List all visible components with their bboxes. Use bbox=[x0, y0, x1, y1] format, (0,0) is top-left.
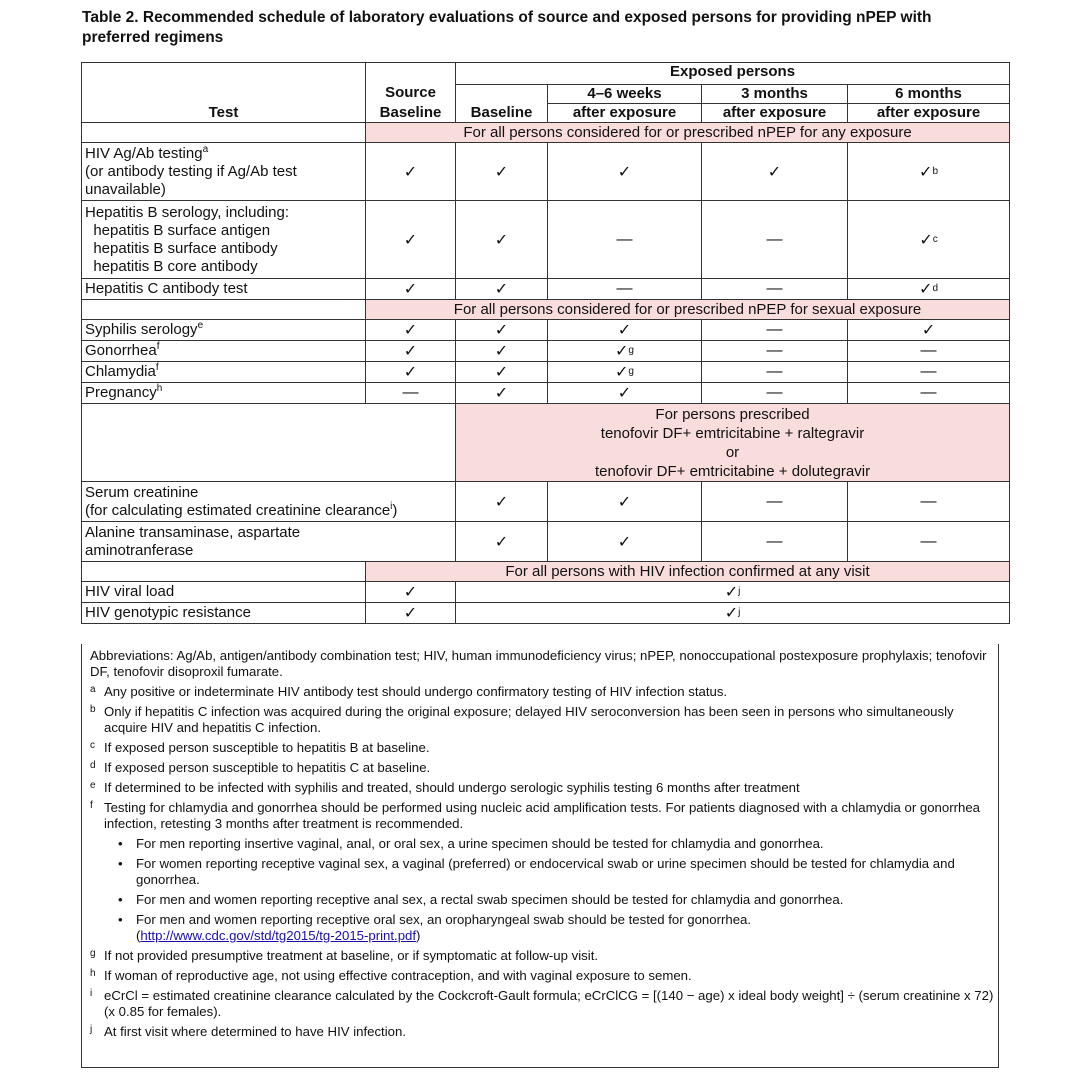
check-mark: ✓ bbox=[456, 279, 548, 300]
band-regimen: For persons prescribed tenofovir DF+ emtricitabine + raltegravir or tenofovir DF+ emtricitabine + dolutegravir bbox=[456, 404, 1010, 482]
dash-mark: — bbox=[548, 279, 702, 300]
dash-mark: — bbox=[702, 279, 848, 300]
m3-header-line2: after exposure bbox=[702, 104, 848, 123]
exposed-baseline-header: Baseline bbox=[456, 85, 548, 123]
dash-mark: — bbox=[848, 522, 1010, 562]
lab-schedule-table bbox=[81, 62, 1010, 624]
exposed-persons-header: Exposed persons bbox=[456, 63, 1010, 85]
wk46-header-line2: after exposure bbox=[548, 104, 702, 123]
check-mark: ✓ bbox=[548, 522, 702, 562]
check-mark: ✓ bbox=[456, 522, 548, 562]
wk46-header-line1: 4–6 weeks bbox=[548, 85, 702, 104]
check-mark: ✓g bbox=[548, 341, 702, 362]
row-label-hiv-viral-load: HIV viral load bbox=[82, 582, 366, 603]
dash-mark: — bbox=[702, 362, 848, 383]
row-label-hepatitis-b: Hepatitis B serology, including: hepatitis B surface antigen hepatitis B surface antibody hepatitis B core antibody bbox=[82, 201, 366, 279]
check-mark: ✓ bbox=[456, 341, 548, 362]
footnote-h: h If woman of reproductive age, not using effective contraception, and with vaginal exposure to semen. bbox=[90, 968, 692, 983]
dash-mark: — bbox=[548, 201, 702, 279]
check-mark: ✓c bbox=[848, 201, 1010, 279]
dash-mark: — bbox=[702, 383, 848, 404]
check-mark: ✓j bbox=[456, 603, 1010, 624]
row-label-hiv-test: HIV Ag/Ab testing$^a$ (or antibody testing if Ag/Ab test unavailable) bbox=[82, 143, 366, 201]
cdc-guidelines-link[interactable]: http://www.cdc.gov/std/tg2015/tg-2015-print.pdf bbox=[140, 928, 417, 943]
check-mark: ✓ bbox=[456, 383, 548, 404]
check-mark: ✓ bbox=[548, 143, 702, 201]
check-mark: ✓ bbox=[366, 320, 456, 341]
bullet-item: • For men and women reporting receptive anal sex, a rectal swab specimen should be tested for chlamydia and gonorrhea. bbox=[118, 892, 844, 907]
bullet-item: • For men reporting insertive vaginal, anal, or oral sex, a urine specimen should be tested for chlamydia and gonorrhea. bbox=[118, 836, 824, 851]
abbreviations-note: Abbreviations: Ag/Ab, antigen/antibody combination test; HIV, human immunodeficiency virus; nPEP, nonoccupational postexposure prophylaxis; tenofovir DF, tenofovir disoproxil fumarate. bbox=[90, 648, 987, 679]
row-label-gonorrhea: Gonorrhea$^f$ bbox=[82, 341, 366, 362]
m6-header-line1: 6 months bbox=[848, 85, 1010, 104]
footnote-e: e If determined to be infected with syphilis and treated, should undergo serologic syphilis testing 6 months after treatment bbox=[90, 780, 800, 795]
check-mark: ✓ bbox=[456, 482, 548, 522]
band-sexual-exposure: For all persons considered for or prescribed nPEP for sexual exposure bbox=[366, 300, 1010, 320]
row-label-pregnancy: Pregnancy$^h$ bbox=[82, 383, 366, 404]
footnote-i: i eCrCl = estimated creatinine clearance calculated by the Cockcroft-Gault formula; eCrClCG = [(140 − age) x ideal body weight] ÷ (serum creatinine x 72) (x 0.85 for females). bbox=[90, 988, 994, 1019]
check-mark: ✓ bbox=[366, 201, 456, 279]
row-label-hepatitis-c: Hepatitis C antibody test bbox=[82, 279, 366, 300]
dash-mark: — bbox=[702, 341, 848, 362]
check-mark: ✓ bbox=[848, 320, 1010, 341]
band-hiv-confirmed: For all persons with HIV infection confirmed at any visit bbox=[366, 562, 1010, 582]
table-title: Table 2. Recommended schedule of laboratory evaluations of source and exposed persons for providing nPEP with preferred regimens bbox=[82, 9, 932, 46]
source-header: Source bbox=[366, 63, 456, 104]
footnote-f: f Testing for chlamydia and gonorrhea should be performed using nucleic acid amplification tests. For patients diagnosed with a chlamydia or gonorrhea infection, retesting 3 months after treatment is recommended. bbox=[90, 800, 980, 831]
dash-mark: — bbox=[848, 383, 1010, 404]
footnote-j: j At first visit where determined to have HIV infection. bbox=[90, 1024, 406, 1039]
check-mark: ✓ bbox=[366, 279, 456, 300]
dash-mark: — bbox=[848, 341, 1010, 362]
dash-mark: — bbox=[366, 383, 456, 404]
dash-mark: — bbox=[702, 522, 848, 562]
check-mark: ✓ bbox=[456, 143, 548, 201]
row-label-serum-creatinine: Serum creatinine (for calculating estimated creatinine clearance$^i$) bbox=[82, 482, 456, 522]
row-label-alt-ast: Alanine transaminase, aspartate aminotranferase bbox=[82, 522, 456, 562]
dash-mark: — bbox=[848, 362, 1010, 383]
footnote-a: a Any positive or indeterminate HIV antibody test should undergo confirmatory testing of HIV infection status. bbox=[90, 684, 728, 699]
check-mark: ✓ bbox=[456, 201, 548, 279]
check-mark: ✓ bbox=[366, 603, 456, 624]
check-mark: ✓ bbox=[456, 320, 548, 341]
check-mark: ✓j bbox=[456, 582, 1010, 603]
footnote-c: c If exposed person susceptible to hepatitis B at baseline. bbox=[90, 740, 430, 755]
check-mark: ✓ bbox=[366, 143, 456, 201]
bullet-item: • For women reporting receptive vaginal sex, a vaginal (preferred) or endocervical swab or urine specimen should be tested for chlamydia and gonorrhea. bbox=[118, 856, 955, 887]
dash-mark: — bbox=[848, 482, 1010, 522]
dash-mark: — bbox=[702, 320, 848, 341]
table-footnotes bbox=[81, 644, 999, 1068]
m3-header-line1: 3 months bbox=[702, 85, 848, 104]
dash-mark: — bbox=[702, 482, 848, 522]
dash-mark: — bbox=[702, 201, 848, 279]
band-any-exposure: For all persons considered for or prescribed nPEP for any exposure bbox=[366, 123, 1010, 143]
check-mark: ✓b bbox=[848, 143, 1010, 201]
check-mark: ✓g bbox=[548, 362, 702, 383]
row-label-hiv-genotypic-resistance: HIV genotypic resistance bbox=[82, 603, 366, 624]
check-mark: ✓ bbox=[366, 341, 456, 362]
check-mark: ✓ bbox=[702, 143, 848, 201]
check-mark: ✓d bbox=[848, 279, 1010, 300]
footnote-b: b Only if hepatitis C infection was acquired during the original exposure; delayed HIV seroconversion has been seen in persons who simultaneously acquire HIV and hepatitis C infection. bbox=[90, 704, 954, 735]
check-mark: ✓ bbox=[548, 482, 702, 522]
footnote-d: d If exposed person susceptible to hepatitis C at baseline. bbox=[90, 760, 431, 775]
check-mark: ✓ bbox=[366, 362, 456, 383]
bullet-item: • For men and women reporting receptive oral sex, an oropharyngeal swab should be tested for gonorrhea. (http://www.cdc.gov/std/tg2015/tg-2015-print.pdf) bbox=[118, 912, 752, 943]
check-mark: ✓ bbox=[366, 582, 456, 603]
row-label-syphilis: Syphilis serology$^e$ bbox=[82, 320, 366, 341]
row-label-chlamydia: Chlamydia$^f$ bbox=[82, 362, 366, 383]
check-mark: ✓ bbox=[456, 362, 548, 383]
check-mark: ✓ bbox=[548, 383, 702, 404]
check-mark: ✓ bbox=[548, 320, 702, 341]
test-column-header: Test bbox=[82, 63, 366, 123]
m6-header-line2: after exposure bbox=[848, 104, 1010, 123]
footnote-g: g If not provided presumptive treatment at baseline, or if symptomatic at follow-up visit. bbox=[90, 948, 599, 963]
source-baseline-header: Baseline bbox=[366, 104, 456, 123]
